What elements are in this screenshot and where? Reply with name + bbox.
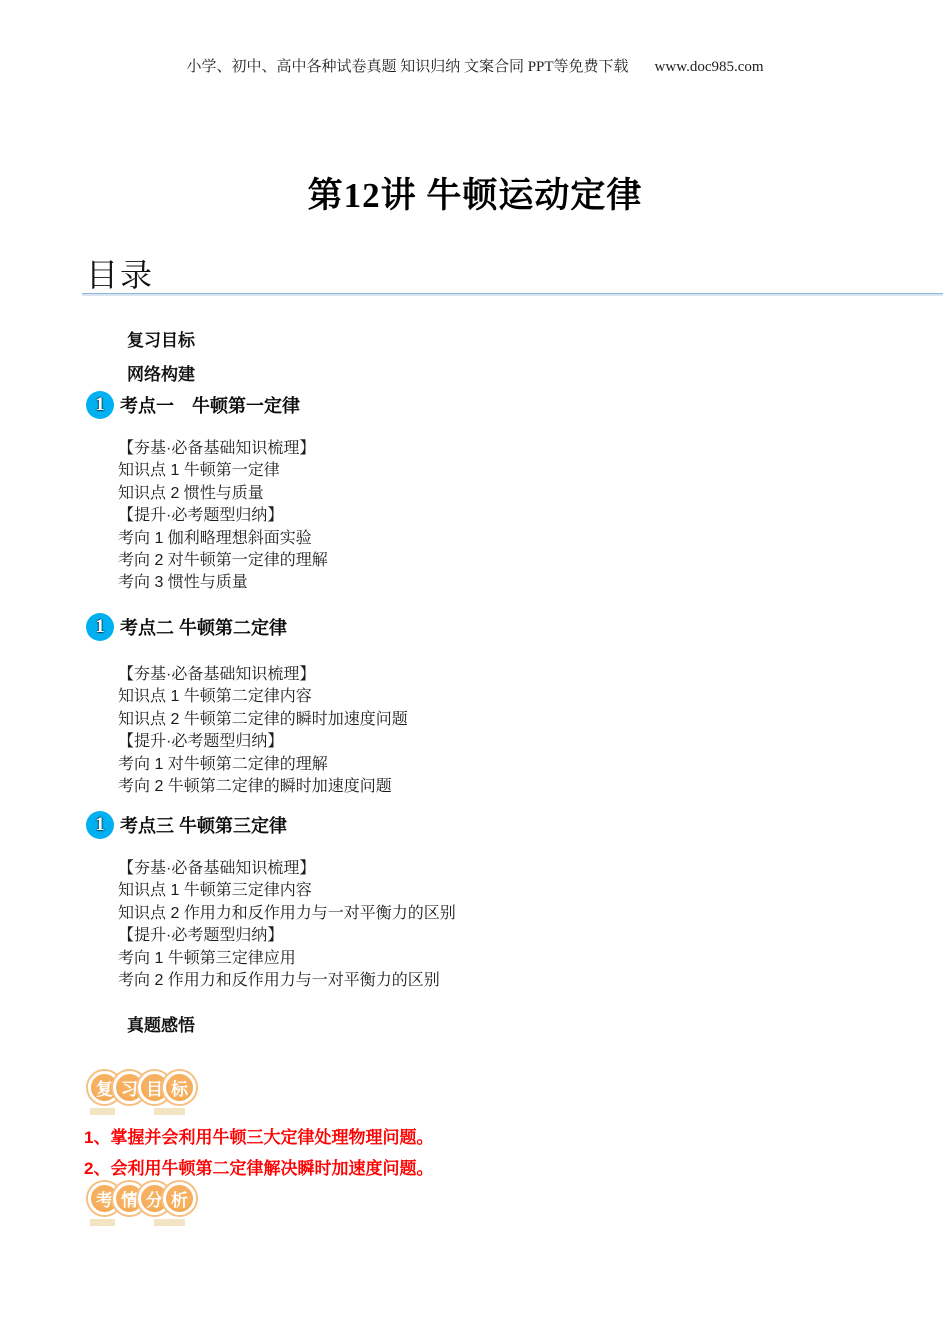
- toc-subitem: 知识点 1 牛顿第三定律内容: [118, 882, 312, 900]
- toc-subitem: 【提升·必考题型归纳】: [118, 507, 284, 525]
- toc-sublist-2: [118, 664, 408, 798]
- section-number-icon: 1: [86, 391, 114, 419]
- badge-shadow-bar: [154, 1219, 185, 1226]
- badge-shadow-bar: [90, 1219, 115, 1226]
- toc-subitem: 考向 1 牛顿第三定律应用: [118, 949, 296, 967]
- coin-char-icon: 习: [113, 1071, 146, 1104]
- review-goals-badge: [88, 1071, 196, 1119]
- toc-subitem: 【夯基·必备基础知识梳理】: [118, 666, 316, 683]
- toc-item-review-target: 复习目标: [127, 331, 195, 350]
- exam-analysis-badge: [88, 1182, 196, 1230]
- toc-subitem: 【提升·必考题型归纳】: [118, 733, 284, 751]
- coin-char-icon: 析: [163, 1182, 196, 1215]
- toc-subitem: 考向 2 对牛顿第一定律的理解: [118, 552, 328, 570]
- toc-subitem: 【夯基·必备基础知识梳理】: [118, 860, 316, 877]
- section-number-icon: 1: [86, 613, 114, 641]
- toc-subitem: 考向 2 作用力和反作用力与一对平衡力的区别: [118, 972, 440, 990]
- section-number-icon: 1: [86, 811, 114, 839]
- toc-section-heading-3: [86, 811, 287, 839]
- header: [0, 55, 950, 76]
- badge-shadow-bar: [154, 1108, 185, 1115]
- toc-subitem: 考向 3 惯性与质量: [118, 574, 248, 592]
- coin-char-icon: 标: [163, 1071, 196, 1104]
- page-title: 第12讲 牛顿运动定律: [307, 176, 643, 215]
- toc-subitem: 知识点 2 惯性与质量: [118, 484, 264, 502]
- goal-item-1: 1、掌握并会利用牛顿三大定律处理物理问题。: [84, 1128, 434, 1147]
- header-site-url: www.doc985.com: [654, 59, 764, 75]
- toc-item-real-questions: 真题感悟: [127, 1016, 195, 1035]
- badge-shadow-bar: [90, 1108, 115, 1115]
- toc-item-network: 网络构建: [127, 365, 195, 384]
- toc-section-label: 考点一 牛顿第一定律: [120, 396, 300, 416]
- coin-char-icon: 考: [88, 1182, 121, 1215]
- toc-section-heading-1: [86, 391, 300, 419]
- toc-section-label: 考点三 牛顿第三定律: [120, 816, 288, 836]
- toc-subitem: 知识点 2 牛顿第二定律的瞬时加速度问题: [118, 710, 408, 728]
- goal-item-2: 2、会利用牛顿第二定律解决瞬时加速度问题。: [84, 1159, 434, 1178]
- toc-subitem: 考向 1 对牛顿第二定律的理解: [118, 755, 328, 773]
- toc-divider-line: [82, 293, 943, 296]
- toc-sublist-1: [118, 438, 328, 595]
- toc-subitem: 考向 2 牛顿第二定律的瞬时加速度问题: [118, 778, 392, 796]
- toc-subitem: 【提升·必考题型归纳】: [118, 927, 284, 945]
- toc-section-label: 考点二 牛顿第二定律: [120, 618, 288, 638]
- coin-char-icon: 复: [88, 1071, 121, 1104]
- toc-sublist-3: [118, 858, 456, 992]
- coin-char-icon: 情: [113, 1182, 146, 1215]
- toc-subitem: 知识点 1 牛顿第一定律: [118, 462, 280, 480]
- toc-subitem: 【夯基·必备基础知识梳理】: [118, 440, 316, 457]
- toc-heading: 目录: [86, 257, 155, 293]
- badge-coin-row: [88, 1182, 196, 1215]
- coin-char-icon: 目: [138, 1071, 171, 1104]
- coin-char-icon: 分: [138, 1182, 171, 1215]
- toc-section-heading-2: [86, 613, 287, 641]
- header-promo-text: 小学、初中、高中各种试卷真题 知识归纳 文案合同 PPT等免费下载: [186, 59, 629, 75]
- toc-subitem: 知识点 1 牛顿第二定律内容: [118, 688, 312, 706]
- badge-coin-row: [88, 1071, 196, 1104]
- toc-subitem: 知识点 2 作用力和反作用力与一对平衡力的区别: [118, 904, 456, 922]
- toc-subitem: 考向 1 伽利略理想斜面实验: [118, 529, 312, 547]
